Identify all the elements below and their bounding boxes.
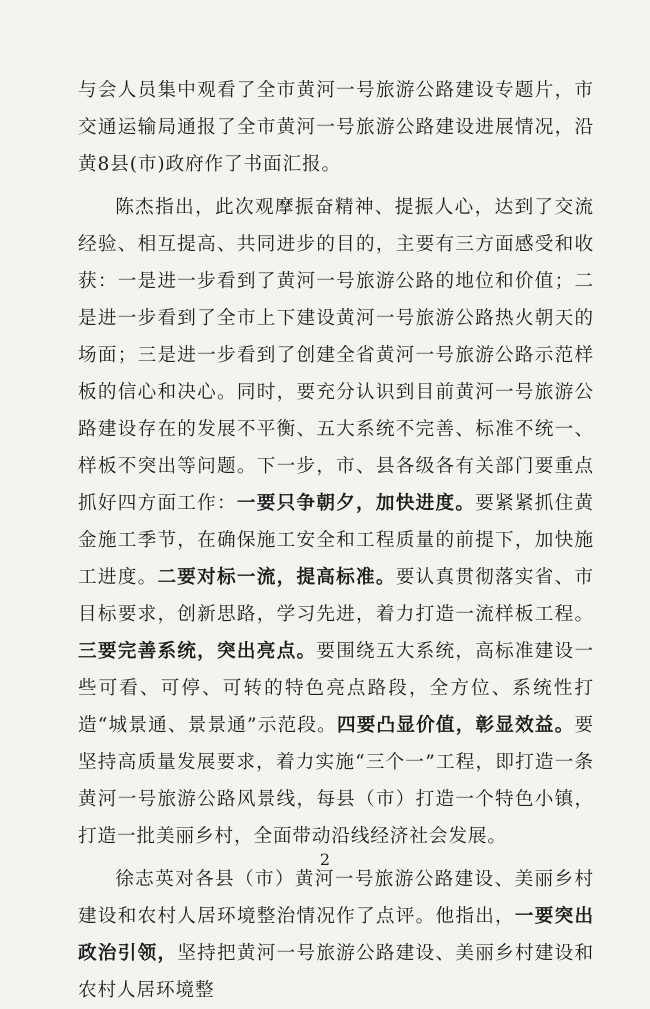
page-number: 2 xyxy=(319,850,331,869)
text-segment: 徐志英对各县（市）黄河一号旅游公路建设、美丽乡村建设和农村人居环境整治情况作了点评。他指出， xyxy=(78,869,594,927)
text-segment: 坚持把黄河一号旅游公路建设、美丽乡村建设和农村人居环境整 xyxy=(78,943,594,1001)
bold-heading-segment: 一要突出政治引领， xyxy=(78,906,594,964)
text-segment: 要认真贯彻落实省、市目标要求，创新思路，学习先进，着力打造一流样板工程。 xyxy=(78,567,594,625)
bold-heading-segment: 一要只争朝夕，加快进度。 xyxy=(236,493,476,514)
bold-heading-segment: 三要完善系统，突出亮点。 xyxy=(78,641,317,662)
bold-heading-segment: 二要对标一流，提高标准。 xyxy=(157,567,396,588)
bold-heading-segment: 四要凸显价值，彰显效益。 xyxy=(336,715,575,736)
paragraph xyxy=(78,861,594,1009)
text-segment: 要紧紧抓住黄金施工季节，在确保施工安全和工程质量的前提下，加快施工进度。 xyxy=(78,493,595,588)
text-segment: 陈杰指出，此次观摩振奋精神、提振人心，达到了交流经验、相互提高、共同进步的目的，主要有三方面感受和收获：一是进一步看到了黄河一号旅游公路的地位和价值；二是进一步看到了全市上下建设黄河一号旅游公路热火朝天的场面；三是进一步看到了创建全省黄河一号旅游公路示范样板的信心和决心。同时，要充分认识到目前黄河一号旅游公路建设存在的发展不平衡、五大系统不完善、标准不统一、样板不突出等问题。下一步，市、县各级各有关部门要重点抓好四方面工作： xyxy=(78,197,594,514)
paragraph xyxy=(78,189,594,855)
text-segment: 要坚持高质量发展要求，着力实施“三个一”工程，即打造一条黄河一号旅游公路风景线，每县（市）打造一个特色小镇，打造一批美丽乡村，全面带动沿线经济社会发展。 xyxy=(78,715,594,847)
paragraph xyxy=(78,72,594,183)
text-segment: 与会人员集中观看了全市黄河一号旅游公路建设专题片，市交通运输局通报了全市黄河一号旅游公路建设进展情况，沿黄8县(市)政府作了书面汇报。 xyxy=(78,80,594,175)
text-segment: 要围绕五大系统，高标准建设一些可看、可停、可转的特色亮点路段，全方位、系统性打造“城景通、景景通”示范段。 xyxy=(78,641,594,736)
